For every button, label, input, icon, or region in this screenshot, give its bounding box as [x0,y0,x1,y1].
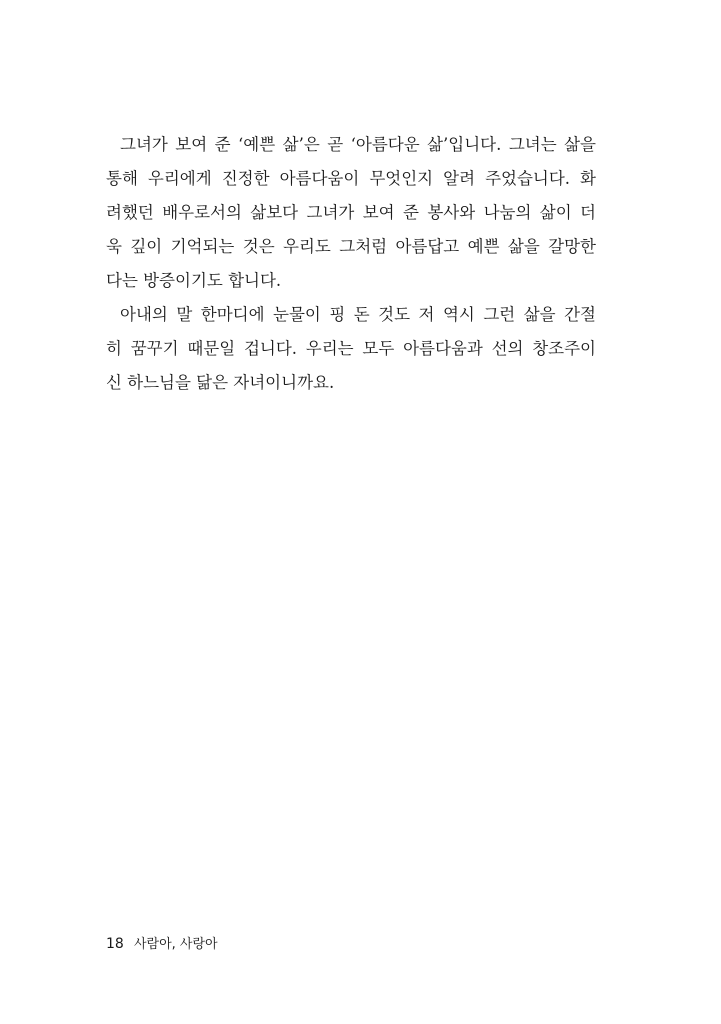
paragraph-1-line-4: 욱 깊이 기억되는 것은 우리도 그처럼 아름답고 예쁜 삶을 갈망한 [106,237,596,256]
book-title: 사람아, 사랑아 [133,937,218,952]
paragraph-1-line-2: 통해 우리에게 진정한 아름다움이 무엇인지 알려 주었습니다. 화 [106,169,596,188]
page-number: 18 [106,936,124,952]
paragraph-2-line-2: 히 꿈꾸기 때문일 겁니다. 우리는 모두 아름다움과 선의 창조주이 [106,339,596,358]
paragraph-1-line-3: 려했던 배우로서의 삶보다 그녀가 보여 준 봉사와 나눔의 삶이 더 [106,203,596,222]
paragraph-1-line-1: 그녀가 보여 준 ‘예쁜 삶’은 곧 ‘아름다운 삶’입니다. 그녀는 삶을 [120,135,596,154]
paragraph-2-line-1: 아내의 말 한마디에 눈물이 핑 돈 것도 저 역시 그런 삶을 간절 [120,305,596,324]
body-text [106,128,596,400]
paragraph-1-line-5: 다는 방증이기도 합니다. [106,271,282,290]
paragraph-2-line-3: 신 하느님을 닮은 자녀이니까요. [106,373,335,392]
page-footer [106,933,218,952]
